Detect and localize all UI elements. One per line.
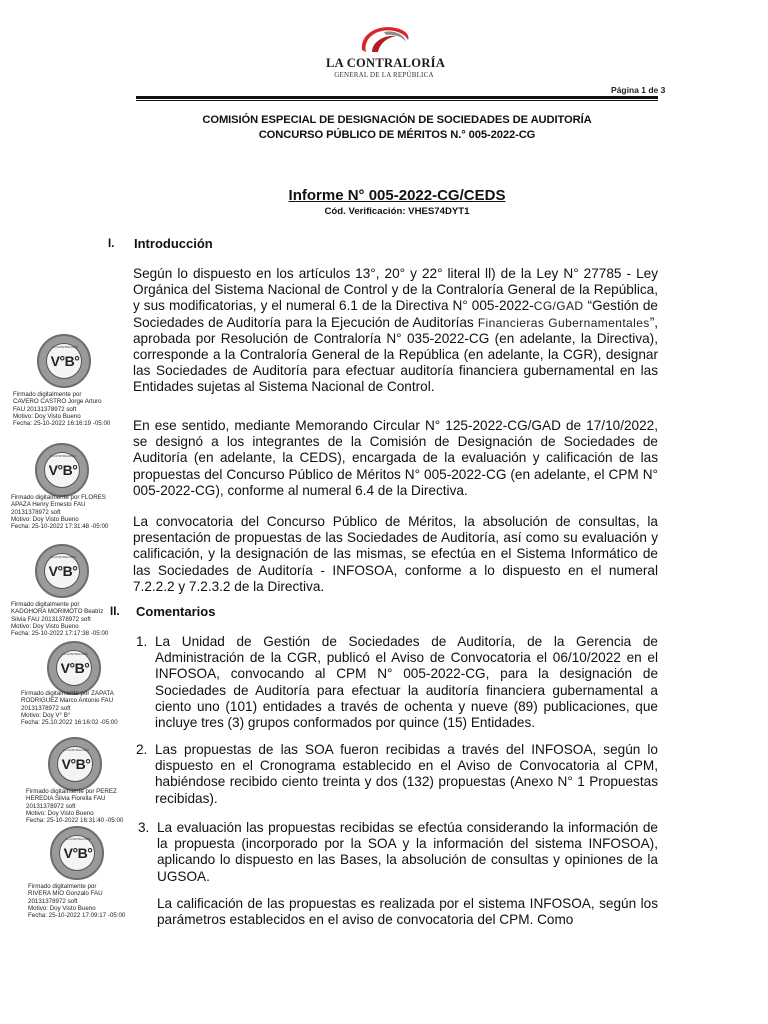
list-item-number: 3. [138,820,150,835]
intro-paragraph-2: En ese sentido, mediante Memorando Circular N° 125-2022-CG/GAD de 17/10/2022, se designó a los integrantes de la Comisión de Designación de Sociedades de Auditoría (en adelante, la CEDS), encargada de la evaluación y calificación de las propuestas del Concurso Público de Méritos N° 005-2022-CG (en adelante, el CPM N° 005-2022-CG), conforme al numeral 6.4 de la Directiva. [133,418,658,498]
list-item-number: 1. [136,634,148,649]
qualification-paragraph: La calificación de las propuestas es realizada por el sistema INFOSOA, según los parámetros establecidos en el aviso de convocatoria del CPM. Como [157,896,658,928]
intro-paragraph-1: Según lo dispuesto en los artículos 13°, 20° y 22° literal ll) de la Ley N° 27785 - Ley Orgánica del Sistema Nacional de Control y de la Contraloría General de la República, y sus modificatorias, y el numeral 6.1 de la Directiva N° 005-2022-CG/GAD “Gestión de Sociedades de Auditoría para la Ejecución de Auditorías Financieras Gubernamentales”, aprobada por Resolución de Contraloría N° 035-2022-CG (en adelante, la Directiva), corresponde a la Contraloría General de la República (en adelante, la CGR), designar las Sociedades de Auditoría para efectuar auditoría financiera gubernamental en las Entidades sujetas al Sistema Nacional de Control. [133,266,658,395]
list-item-number: 2. [136,742,148,757]
section-1-title: Introducción [134,236,213,251]
page-number: Página 1 de 3 [611,85,666,95]
section-2-title: Comentarios [136,604,216,619]
contraloria-logo [326,22,446,84]
signature-block: Firmado digitalmente por RIVERA MIO Gonzalo FAU 20131378972 soft Motivo: Doy Visto Bueno Fecha: 25-10-2022 17:09:17 -05:00 [28,883,126,920]
signature-block: Firmado digitalmente por CAVERO CASTRO Jorge Arturo FAU 20131378972 soft Motivo: Doy Visto Bueno Fecha: 25-10-2022 16:16:19 -05:00 [13,391,111,428]
header-rule [136,96,658,99]
visto-bueno-stamp: LA CONTRALORÍA V°B° [35,443,89,497]
commission-heading: COMISIÓN ESPECIAL DE DESIGNACIÓN DE SOCIEDADES DE AUDITORÍA [202,114,592,126]
report-title: Informe N° 005-2022-CG/CEDS [288,187,506,204]
org-name: LA CONTRALORÍA [326,56,446,70]
list-item: La Unidad de Gestión de Sociedades de Auditoría, de la Gerencia de Administración de la CGR, publicó el Aviso de Convocatoria el 06/10/2022 en el INFOSOA, convocando al CPM N° 005-2022-CG, para la designación de Sociedades de Auditoría para efectuar la auditoría financiera gubernamental a ciento uno (101) entidades a través de ochenta y nueve (89) publicaciones, que incluye tres (3) grupos conformados por quince (15) Entidades. [155,634,658,731]
visto-bueno-stamp: LA CONTRALORÍA V°B° [35,544,89,598]
verification-code: Cód. Verificación: VHES74DYT1 [324,206,470,217]
list-item: La evaluación las propuestas recibidas se efectúa considerando la información de la propuesta (incorporado por la SOA y la información del sistema INFOSOA), aplicando lo dispuesto en las Bases, la absolución de consultas y opiniones de la UGSOA. [157,820,658,884]
intro-paragraph-3: La convocatoria del Concurso Público de Méritos, la absolución de consultas, la presentación de propuestas de las Sociedades de Auditoría, así como su evaluación y calificación, y la designación de las mismas, se efectúa en el Sistema Informático de las Sociedades de Auditoría - INFOSOA, conforme a lo dispuesto en el numeral 7.2.2.2 y 7.2.3.2 de la Directiva. [133,514,658,594]
visto-bueno-stamp: LA CONTRALORÍA V°B° [47,641,101,695]
section-2-number: II. [110,606,120,618]
visto-bueno-stamp: LA CONTRALORÍA V°B° [50,826,104,880]
visto-bueno-stamp: LA CONTRALORÍA V°B° [48,737,102,791]
header-rule-thin [136,100,658,101]
logo-swoosh-icon [354,22,414,58]
signature-block: Firmado digitalmente por ZAPATA RODRIGUEZ Marco Antonio FAU 20131378972 soft Motivo: Doy V° B° Fecha: 25.10.2022 16:16:02 -05:00 [21,690,118,727]
org-subtitle: GENERAL DE LA REPÚBLICA [334,71,434,79]
contest-heading: CONCURSO PÚBLICO DE MÉRITOS N.° 005-2022-CG [258,129,536,141]
visto-bueno-stamp: LA CONTRALORÍA V°B° [37,334,91,388]
signature-block: Firmado digitalmente por FLORES APAZA Henry Ernesto FAU 20131378972 soft Motivo: Doy Visto Bueno Fecha: 25-10-2022 17:31:48 -05:00 [11,494,109,531]
signature-block: Firmado digitalmente por KADOHORA MORIMOTO Beatriz Silvia FAU 20131378972 soft Motivo: Doy Visto Bueno Fecha: 25-10-2022 17:17:38 -05:00 [11,601,109,638]
signature-block: Firmado digitalmente por PEREZ HEREDIA Silvia Fiorella FAU 20131378972 soft Motivo: Doy Visto Bueno Fecha: 25-10-2022 16:31:40 -05:00 [26,788,124,825]
list-item: Las propuestas de las SOA fueron recibidas a través del INFOSOA, según lo dispuesto en el Cronograma establecido en el Aviso de Convocatoria al CPM, habiéndose recibido ciento treinta y dos (132) propuestas (Anexo N° 1 Propuestas recibidas). [155,742,658,806]
section-1-number: I. [108,238,115,250]
